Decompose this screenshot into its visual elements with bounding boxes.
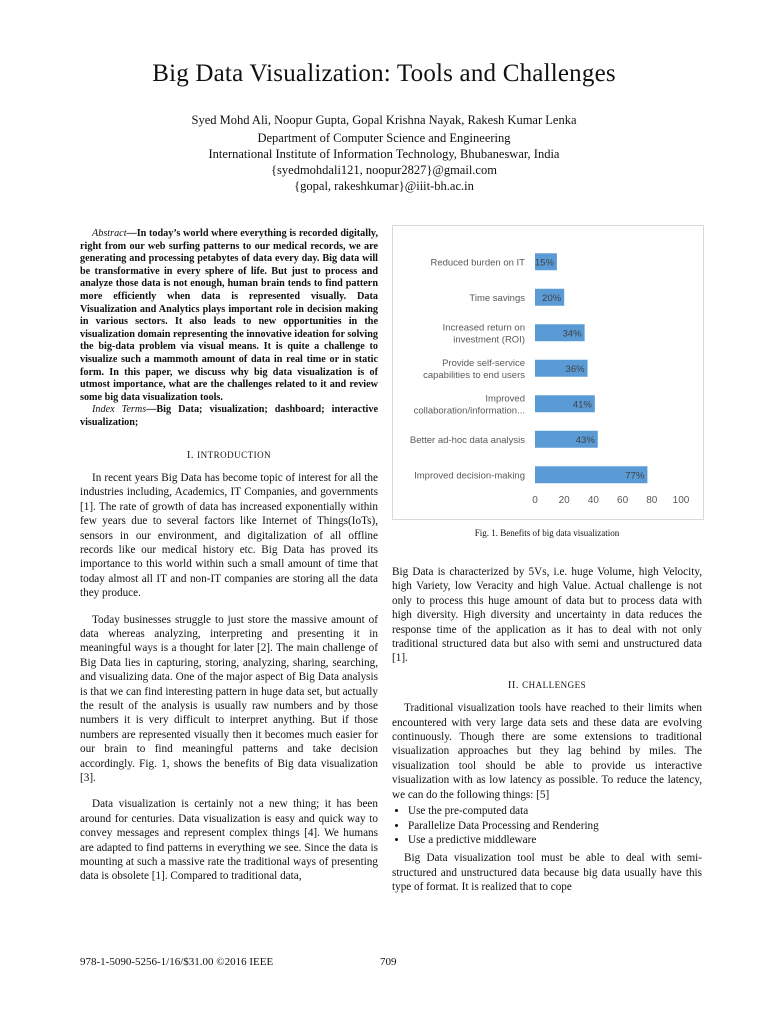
category-label: Provide self-service capabilities to end users bbox=[423, 357, 525, 381]
abstract-label: Abstract bbox=[92, 228, 127, 239]
list-item: • Parallelize Data Processing and Rendering bbox=[408, 819, 702, 833]
data-label: 41% bbox=[572, 399, 592, 411]
category-label: Increased return on investment (ROI) bbox=[442, 322, 525, 346]
category-label: Time savings bbox=[469, 292, 525, 304]
list-item: • Use the pre-computed data bbox=[408, 804, 702, 818]
section-title: CHALLENGES bbox=[522, 679, 587, 690]
author-names: Syed Mohd Ali, Noopur Gupta, Gopal Krishna Nayak, Rakesh Kumar Lenka bbox=[191, 113, 577, 127]
abstract-text: —In today’s world where everything is recorded digitally, right from our web surfing patterns to our medical records, we are generating and processing petabytes of data every day. Big data will be transformative in every sphere of life. But just to process and analyze those data is not enough, human brain tends to find pattern more efficiently when data is represented visually. Data Visualization and Analytics plays important role in decision making in various sectors. It also leads to new opportunities in the visualization domain representing the innovative ideation for solving the big-data problem via visual means. It is quite a challenge to visualize such a mammoth amount of data in real time or in static form. In this paper, we discuss why big data visualization is of utmost importance, what are the challenges related to it and review some big data visualization tools. bbox=[80, 228, 378, 403]
benefits-bar-chart bbox=[392, 225, 704, 520]
paper-title: Big Data Visualization: Tools and Challenges bbox=[152, 60, 616, 87]
email-line-2: {gopal, rakeshkumar}@iiit-bh.ac.in bbox=[294, 179, 474, 193]
data-label: 15% bbox=[534, 257, 554, 269]
index-terms bbox=[80, 404, 378, 429]
challenges-paragraph-2: Big Data visualization tool must be able to deal with semi-structured and unstructured data because big data usually have this type of format. It is realized that to cope bbox=[392, 852, 702, 894]
x-tick-label: 20 bbox=[558, 495, 570, 506]
section-heading-introduction bbox=[80, 448, 378, 463]
right-column bbox=[392, 565, 702, 907]
chart-svg bbox=[393, 226, 703, 519]
figure-caption: Fig. 1. Benefits of big data visualization bbox=[474, 528, 620, 538]
institute: International Institute of Information Technology, Bhubaneswar, India bbox=[208, 147, 560, 161]
category-label: Improved decision-making bbox=[414, 470, 525, 482]
author-block bbox=[0, 112, 768, 194]
left-column bbox=[80, 228, 378, 896]
latency-bullet-list bbox=[392, 804, 702, 847]
intro-paragraph-3: Data visualization is certainly not a new thing; it has been around for centuries. Data visualization is easy and quick way to convey messages and represent complex things [4]. We humans are adapted to find patterns in everything we see. Since the data is mounting at such a massive rate the traditional ways of presenting data is obsolete [1]. Compared to traditional data, bbox=[80, 798, 378, 883]
data-label: 36% bbox=[565, 363, 585, 375]
x-tick-label: 80 bbox=[646, 495, 658, 506]
section-heading-challenges bbox=[392, 678, 702, 693]
email-line-1: {syedmohdali121, noopur2827}@gmail.com bbox=[271, 163, 497, 177]
category-label: Better ad-hoc data analysis bbox=[409, 434, 525, 446]
x-tick-label: 100 bbox=[672, 495, 690, 506]
list-item: • Use a predictive middleware bbox=[408, 833, 702, 847]
category-label: Reduced burden on IT bbox=[430, 257, 525, 269]
data-label: 77% bbox=[625, 470, 645, 482]
data-label: 34% bbox=[562, 328, 582, 340]
section-number: I. bbox=[186, 449, 194, 461]
x-tick-label: 0 bbox=[532, 495, 538, 506]
x-tick-label: 40 bbox=[587, 495, 599, 506]
index-terms-text: —Big Data; visualization; dashboard; interactive visualization; bbox=[80, 404, 378, 428]
data-label: 43% bbox=[575, 434, 595, 446]
right-paragraph-1: Big Data is characterized by 5Vs, i.e. huge Volume, high Velocity, high Variety, low Veracity and high Value. Actual challenge is not only to process this huge amount of data but to process data with high diversity. High diversity and uncertainty in data reduces the response time of the application as it has to deal with not only traditional structured data but also with semi and unstructured data [1]. bbox=[392, 566, 702, 665]
intro-paragraph-1: In recent years Big Data has become topic of interest for all the industries including, Academics, IT Companies, and governments [1]. The rate of growth of data has increased exponentially within few years due to several factors like Internet of Things(IoTs), sensors in our environment, and digitalization of all offline records like our medical history etc. Big Data has proved its importance to this world within such a small amount of time that today almost all IT and non-IT companies are storing all the data they produce. bbox=[80, 471, 378, 600]
challenges-paragraph-1: Traditional visualization tools have reached to their limits when encountered with very large data sets and these data are evolving continuously. Though there are some extensions to traditional visualization approaches but they lag behind by miles. The visualization tool should be able to provide us interactive visualization with as low latency as possible. To reduce the latency, we can do the following things: [5] bbox=[392, 702, 702, 801]
section-number: II. bbox=[507, 679, 519, 691]
category-label: Improved collaboration/information... bbox=[413, 393, 525, 417]
intro-paragraph-2: Today businesses struggle to just store the massive amount of data whereas analyzing, interpreting and presenting it in meaningful ways is a thought for later [2]. The main challenge of Big Data lies in capturing, storing, analyzing, sharing, searching, and visualizing data. One of the major aspect of Big Data analysis is that we can find interesting pattern in huge data set, but actually the result of the analysis is usually raw numbers and by those numbers it is very difficult to interpret anything. But if those numbers are represented visually then it becomes much easier for our brain to find meaningful patterns and take decision accordingly. Fig. 1, shows the benefits of Big data visualization [3]. bbox=[80, 613, 378, 785]
x-tick-label: 60 bbox=[617, 495, 629, 506]
department: Department of Computer Science and Engineering bbox=[257, 131, 511, 145]
section-title: INTRODUCTION bbox=[197, 449, 272, 460]
index-terms-label: Index Terms bbox=[92, 404, 147, 416]
abstract bbox=[80, 228, 378, 404]
data-label: 20% bbox=[542, 292, 562, 304]
isbn-copyright: 978-1-5090-5256-1/16/$31.00 ©2016 IEEE bbox=[80, 956, 274, 968]
page-number: 709 bbox=[380, 956, 397, 968]
